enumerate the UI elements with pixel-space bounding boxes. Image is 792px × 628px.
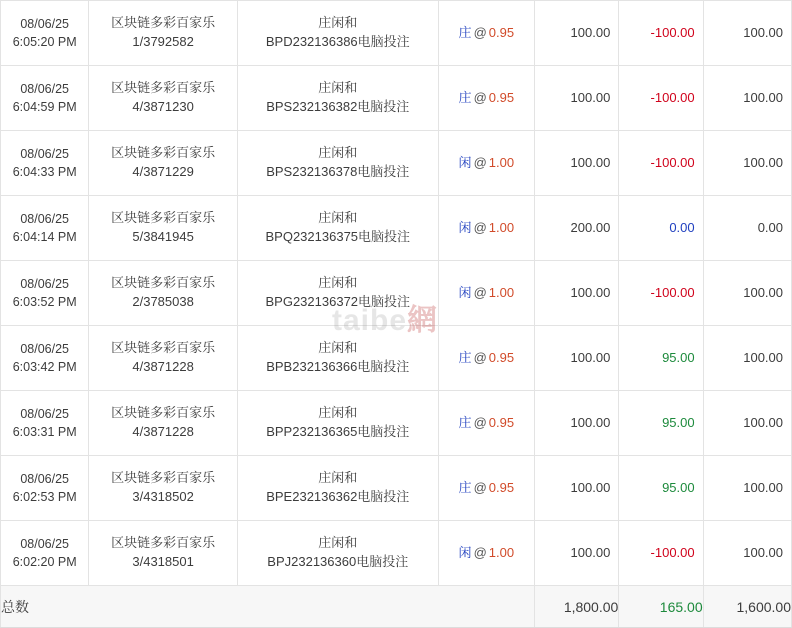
bet-at-symbol: @ [473, 284, 487, 300]
game-name: 区块链多彩百家乐 [111, 145, 216, 161]
game-round: 4/3871230 [132, 99, 194, 114]
cell-detail [237, 391, 438, 456]
cell-game [89, 196, 238, 261]
valid-amount: 100.00 [743, 154, 783, 170]
bet-time: 6:03:52 PM [12, 295, 77, 309]
cell-detail [237, 456, 438, 521]
bet-date: 08/06/25 [20, 341, 69, 356]
table-row[interactable] [1, 456, 792, 521]
cell-valid-amount [703, 1, 791, 66]
bet-amount: 100.00 [570, 544, 611, 560]
watermark-latin: taibe [332, 304, 408, 337]
cell-valid-amount [703, 261, 791, 326]
bet-reference: BPG232136372电脑投注 [265, 294, 411, 309]
bet-type: 庄闲和 [318, 275, 358, 291]
bet-time: 6:04:59 PM [12, 100, 77, 114]
table-row[interactable] [1, 391, 792, 456]
bet-side: 庄 [458, 479, 472, 495]
cell-game [89, 261, 238, 326]
bet-odds: 0.95 [488, 349, 515, 365]
cell-time [1, 391, 89, 456]
cell-time [1, 261, 89, 326]
bet-date: 08/06/25 [20, 16, 69, 31]
cell-detail [237, 261, 438, 326]
game-round: 2/3785038 [132, 294, 194, 309]
cell-result [619, 456, 703, 521]
bet-type: 庄闲和 [318, 145, 358, 161]
game-round: 3/4318502 [132, 489, 194, 504]
game-name: 区块链多彩百家乐 [111, 535, 216, 551]
valid-amount: 100.00 [743, 89, 783, 105]
cell-game [89, 326, 238, 391]
game-name: 区块链多彩百家乐 [111, 15, 216, 31]
table-total-row [1, 586, 792, 628]
watermark-cn: 網 [407, 304, 439, 337]
cell-bet [438, 326, 534, 391]
table-row[interactable] [1, 261, 792, 326]
bet-result: -100.00 [650, 284, 695, 300]
bet-side: 闲 [458, 284, 472, 300]
bet-time: 6:02:53 PM [12, 490, 77, 504]
bet-side: 闲 [458, 544, 472, 560]
cell-amount [535, 261, 619, 326]
bet-at-symbol: @ [473, 24, 487, 40]
bet-date: 08/06/25 [20, 471, 69, 486]
bet-side: 庄 [458, 89, 472, 105]
cell-time [1, 326, 89, 391]
table-row[interactable] [1, 521, 792, 586]
bet-at-symbol: @ [473, 219, 487, 235]
cell-detail [237, 131, 438, 196]
bet-result: -100.00 [650, 544, 695, 560]
valid-amount: 100.00 [743, 414, 783, 430]
total-amount-cell [535, 586, 619, 628]
cell-amount [535, 391, 619, 456]
valid-amount: 100.00 [743, 284, 783, 300]
cell-bet [438, 66, 534, 131]
bet-reference: BPD232136386电脑投注 [265, 34, 410, 49]
bet-amount: 100.00 [570, 349, 611, 365]
bet-at-symbol: @ [473, 89, 487, 105]
cell-result [619, 261, 703, 326]
bet-amount: 100.00 [570, 479, 611, 495]
valid-amount: 100.00 [743, 24, 783, 40]
bet-history-table-body [1, 1, 792, 628]
valid-amount: 0.00 [757, 219, 783, 235]
bet-date: 08/06/25 [20, 211, 69, 226]
table-row[interactable] [1, 131, 792, 196]
bet-result: 95.00 [662, 349, 695, 365]
valid-amount: 100.00 [743, 479, 783, 495]
total-label: 总数 [1, 598, 29, 615]
cell-valid-amount [703, 66, 791, 131]
bet-reference: BPS232136378电脑投注 [266, 164, 410, 179]
bet-amount: 100.00 [570, 284, 611, 300]
cell-result [619, 196, 703, 261]
cell-detail [237, 326, 438, 391]
bet-date: 08/06/25 [20, 406, 69, 421]
bet-time: 6:03:31 PM [12, 425, 77, 439]
cell-valid-amount [703, 326, 791, 391]
bet-amount: 100.00 [570, 24, 611, 40]
game-round: 3/4318501 [132, 554, 194, 569]
valid-amount: 100.00 [743, 544, 783, 560]
cell-amount [535, 66, 619, 131]
game-round: 4/3871229 [132, 164, 194, 179]
bet-amount: 200.00 [570, 219, 611, 235]
cell-result [619, 326, 703, 391]
bet-result: -100.00 [650, 89, 695, 105]
bet-type: 庄闲和 [318, 340, 358, 356]
bet-side: 闲 [458, 219, 472, 235]
bet-result: -100.00 [650, 24, 695, 40]
bet-odds: 0.95 [488, 24, 515, 40]
cell-result [619, 66, 703, 131]
bet-odds: 0.95 [488, 479, 515, 495]
cell-valid-amount [703, 456, 791, 521]
bet-odds: 0.95 [488, 89, 515, 105]
cell-valid-amount [703, 521, 791, 586]
bet-type: 庄闲和 [318, 80, 358, 96]
bet-date: 08/06/25 [20, 146, 69, 161]
bet-reference: BPE232136362电脑投注 [266, 489, 410, 504]
total-label-cell [1, 586, 535, 628]
cell-detail [237, 1, 438, 66]
cell-valid-amount [703, 391, 791, 456]
cell-valid-amount [703, 196, 791, 261]
cell-bet [438, 391, 534, 456]
cell-time [1, 131, 89, 196]
game-name: 区块链多彩百家乐 [111, 470, 216, 486]
bet-side: 庄 [458, 24, 472, 40]
bet-side: 闲 [458, 154, 472, 170]
valid-amount: 100.00 [743, 349, 783, 365]
total-amount: 1,800.00 [563, 598, 619, 615]
bet-reference: BPB232136366电脑投注 [266, 359, 410, 374]
cell-game [89, 66, 238, 131]
cell-amount [535, 131, 619, 196]
game-name: 区块链多彩百家乐 [111, 340, 216, 356]
bet-at-symbol: @ [473, 154, 487, 170]
bet-at-symbol: @ [473, 544, 487, 560]
total-valid-cell [703, 586, 791, 628]
cell-result [619, 1, 703, 66]
bet-result: -100.00 [650, 154, 695, 170]
cell-valid-amount [703, 131, 791, 196]
table-row[interactable] [1, 196, 792, 261]
bet-date: 08/06/25 [20, 536, 69, 551]
cell-time [1, 196, 89, 261]
cell-bet [438, 131, 534, 196]
cell-amount [535, 521, 619, 586]
game-name: 区块链多彩百家乐 [111, 405, 216, 421]
bet-reference: BPQ232136375电脑投注 [265, 229, 411, 244]
bet-time: 6:05:20 PM [12, 35, 77, 49]
bet-type: 庄闲和 [318, 405, 358, 421]
bet-result: 95.00 [662, 414, 695, 430]
bet-reference: BPS232136382电脑投注 [266, 99, 410, 114]
bet-odds: 1.00 [488, 219, 515, 235]
bet-odds: 0.95 [488, 414, 515, 430]
cell-bet [438, 196, 534, 261]
bet-at-symbol: @ [473, 414, 487, 430]
bet-amount: 100.00 [570, 154, 611, 170]
bet-type: 庄闲和 [318, 535, 358, 551]
bet-odds: 1.00 [488, 284, 515, 300]
cell-game [89, 521, 238, 586]
cell-amount [535, 326, 619, 391]
game-round: 5/3841945 [132, 229, 194, 244]
bet-type: 庄闲和 [318, 470, 358, 486]
table-row[interactable] [1, 1, 792, 66]
game-name: 区块链多彩百家乐 [111, 210, 216, 226]
cell-bet [438, 261, 534, 326]
cell-game [89, 1, 238, 66]
bet-odds: 1.00 [488, 154, 515, 170]
bet-type: 庄闲和 [318, 210, 358, 226]
bet-amount: 100.00 [570, 89, 611, 105]
cell-game [89, 456, 238, 521]
table-row[interactable] [1, 326, 792, 391]
cell-game [89, 391, 238, 456]
bet-at-symbol: @ [473, 479, 487, 495]
cell-result [619, 131, 703, 196]
game-name: 区块链多彩百家乐 [111, 275, 216, 291]
bet-side: 庄 [458, 414, 472, 430]
cell-detail [237, 521, 438, 586]
total-result: 165.00 [659, 598, 703, 615]
cell-result [619, 391, 703, 456]
total-valid-amount: 1,600.00 [736, 598, 791, 615]
cell-bet [438, 521, 534, 586]
cell-time [1, 521, 89, 586]
cell-amount [535, 1, 619, 66]
cell-detail [237, 196, 438, 261]
cell-time [1, 1, 89, 66]
bet-time: 6:03:42 PM [12, 360, 77, 374]
table-row[interactable] [1, 66, 792, 131]
bet-time: 6:04:33 PM [12, 165, 77, 179]
bet-reference: BPP232136365电脑投注 [266, 424, 410, 439]
bet-amount: 100.00 [570, 414, 611, 430]
cell-time [1, 456, 89, 521]
bet-time: 6:02:20 PM [12, 555, 77, 569]
bet-time: 6:04:14 PM [12, 230, 77, 244]
game-round: 4/3871228 [132, 359, 194, 374]
cell-bet [438, 1, 534, 66]
total-result-cell [619, 586, 703, 628]
game-round: 1/3792582 [132, 34, 194, 49]
bet-date: 08/06/25 [20, 81, 69, 96]
bet-reference: BPJ232136360电脑投注 [267, 554, 409, 569]
cell-game [89, 131, 238, 196]
bet-side: 庄 [458, 349, 472, 365]
bet-result: 95.00 [662, 479, 695, 495]
cell-time [1, 66, 89, 131]
bet-result: 0.00 [669, 219, 695, 235]
cell-bet [438, 456, 534, 521]
cell-amount [535, 196, 619, 261]
bet-at-symbol: @ [473, 349, 487, 365]
game-round: 4/3871228 [132, 424, 194, 439]
bet-odds: 1.00 [488, 544, 515, 560]
cell-result [619, 521, 703, 586]
game-name: 区块链多彩百家乐 [111, 80, 216, 96]
bet-date: 08/06/25 [20, 276, 69, 291]
bet-type: 庄闲和 [318, 15, 358, 31]
cell-detail [237, 66, 438, 131]
cell-amount [535, 456, 619, 521]
